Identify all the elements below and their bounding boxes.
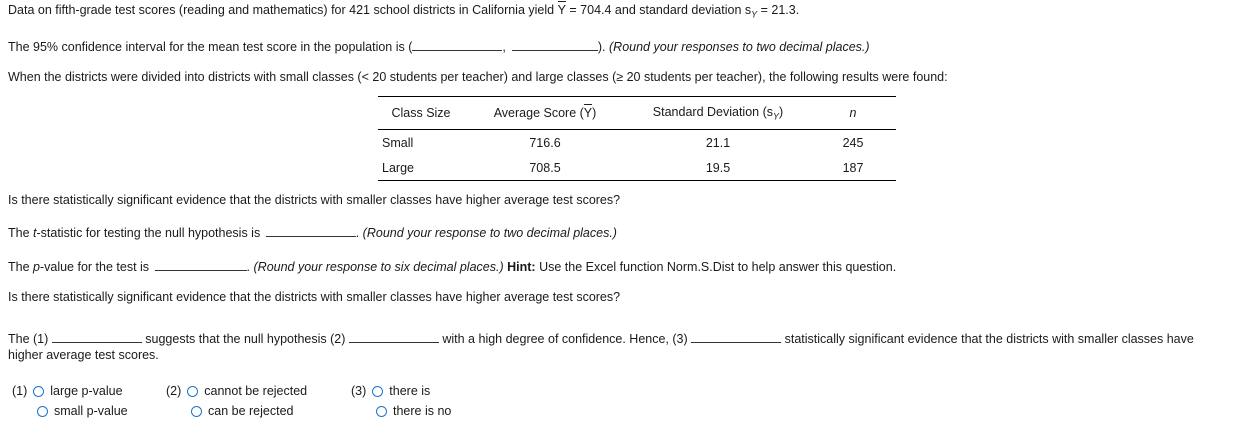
option-large-p-value-label: large p-value xyxy=(50,384,123,398)
row-small-avg: 716.6 xyxy=(529,135,561,150)
row-large-n: 187 xyxy=(810,155,896,181)
radio-there-is-no[interactable] xyxy=(376,406,387,417)
dropdown-3-blank[interactable] xyxy=(691,334,781,343)
option-group-1-b xyxy=(37,404,128,418)
row-small-size: Small xyxy=(382,135,414,150)
intro-pre: Data on fifth-grade test scores (reading and mathematics) for 421 school districts in California yield xyxy=(8,3,555,17)
radio-can-be-rejected[interactable] xyxy=(191,406,202,417)
option-cannot-be-rejected-label: cannot be rejected xyxy=(204,384,308,398)
intro-post: = 21.3. xyxy=(757,3,800,17)
tstat-pre-b: -statistic for testing the null hypothesis is xyxy=(36,226,261,240)
ci-lower-input[interactable] xyxy=(412,38,502,51)
option-group-3 xyxy=(351,384,430,398)
results-table xyxy=(378,96,896,181)
option-group-3-label: (3) xyxy=(351,384,367,398)
intro-mid: = 704.4 and standard deviation s xyxy=(565,3,752,17)
radio-there-is[interactable] xyxy=(372,386,383,397)
ci-hint: (Round your responses to two decimal places.) xyxy=(609,40,870,54)
option-group-2-b xyxy=(191,404,293,418)
row-large-sd: 19.5 xyxy=(626,155,810,181)
intro-sub: Y xyxy=(751,9,758,20)
option-there-is-no-label: there is no xyxy=(393,404,452,418)
row-small-n: 245 xyxy=(842,135,864,150)
option-small-p-value-label: small p-value xyxy=(54,404,128,418)
option-group-2 xyxy=(166,384,307,398)
pvalue-hint: (Round your response to six decimal places.) xyxy=(253,260,504,274)
avg-header-text: Average Score ( xyxy=(493,106,584,120)
option-there-is-label: there is xyxy=(389,384,431,398)
avg-header-ybar: Y xyxy=(583,106,593,120)
option-group-2-label: (2) xyxy=(166,384,182,398)
radio-small-p-value[interactable] xyxy=(37,406,48,417)
radio-cannot-be-rejected[interactable] xyxy=(187,386,198,397)
option-group-3-b xyxy=(376,404,451,418)
pvalue-hint-rest: Use the Excel function Norm.S.Dist to help answer this question. xyxy=(539,260,897,274)
intro-text xyxy=(8,3,799,20)
pvalue-input[interactable] xyxy=(155,258,247,271)
sd-header-close: ) xyxy=(779,104,784,119)
ci-question xyxy=(8,38,870,54)
header-class-size: Class Size xyxy=(378,97,464,130)
header-standard-deviation xyxy=(626,97,810,130)
dropdown-2-blank[interactable] xyxy=(349,334,439,343)
avg-header-close: ) xyxy=(592,106,597,120)
pvalue-question xyxy=(8,258,896,274)
table-row xyxy=(378,155,896,181)
tstat-input[interactable] xyxy=(266,224,356,237)
sd-header-text: Standard Deviation (s xyxy=(652,104,773,119)
header-average-score xyxy=(464,97,626,130)
conclusion-a: The (1) xyxy=(8,332,49,346)
conclusion-c: with a high degree of confidence. Hence, (3) xyxy=(442,332,688,346)
radio-large-p-value[interactable] xyxy=(33,386,44,397)
conclusion-line-1 xyxy=(8,332,1194,346)
conclusion-line-2: higher average test scores. xyxy=(8,348,159,362)
header-n: n xyxy=(810,97,896,130)
option-group-1-label: (1) xyxy=(12,384,28,398)
conclusion-b: suggests that the null hypothesis (2) xyxy=(145,332,346,346)
pvalue-pre-b: -value for the test is xyxy=(39,260,150,274)
tstat-hint: (Round your response to two decimal places.) xyxy=(362,226,617,240)
ci-close: ). xyxy=(597,40,606,54)
tstat-t: t xyxy=(33,226,37,240)
ci-text: The 95% confidence interval for the mean test score in the population is ( xyxy=(8,40,413,54)
ci-upper-input[interactable] xyxy=(512,38,598,51)
y-bar-symbol: Y xyxy=(557,3,566,17)
row-large-avg: 708.5 xyxy=(464,155,626,181)
pvalue-pre-a: The xyxy=(8,260,34,274)
pvalue-hint-bold: Hint: xyxy=(507,260,536,274)
tstat-pre-a: The xyxy=(8,226,34,240)
conclusion-d: statistically significant evidence that the districts with smaller classes have xyxy=(784,332,1194,346)
row-large-size: Large xyxy=(378,155,464,181)
dropdown-1-blank[interactable] xyxy=(52,334,142,343)
sd-header-sub: Y xyxy=(773,111,780,122)
table-row xyxy=(378,130,896,156)
question-1: Is there statistically significant evidence that the districts with smaller classes have higher average test scores? xyxy=(8,193,621,207)
tstat-post: . xyxy=(355,226,360,240)
tstat-question xyxy=(8,224,617,240)
option-group-1 xyxy=(12,384,123,398)
question-2: Is there statistically significant evidence that the districts with smaller classes have higher average test scores? xyxy=(8,290,621,304)
classes-text: When the districts were divided into districts with small classes (< 20 students per teacher) and large classes (≥ 20 students per teacher), the following results were found: xyxy=(8,70,948,84)
pvalue-p: p xyxy=(33,260,40,274)
pvalue-post: . xyxy=(246,260,251,274)
row-small-sd: 21.1 xyxy=(705,135,731,150)
option-can-be-rejected-label: can be rejected xyxy=(208,404,294,418)
ci-comma: , xyxy=(502,40,506,54)
